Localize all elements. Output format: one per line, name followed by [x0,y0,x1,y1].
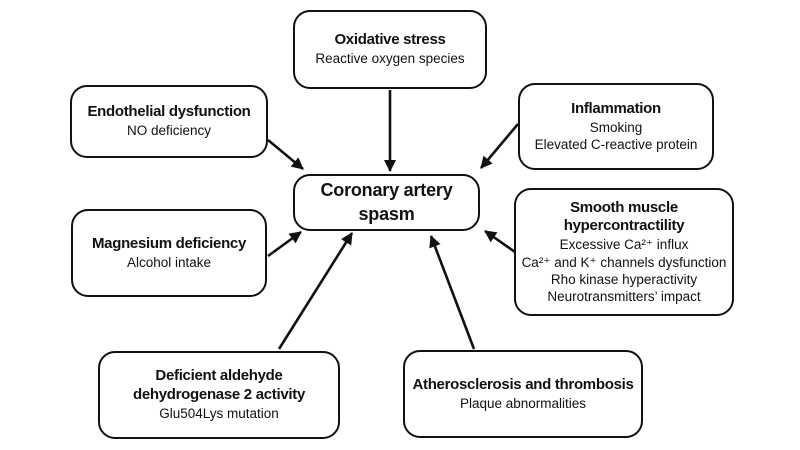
node-subtitle: Plaque abnormalities [459,395,587,411]
node-deficient-aldehyde-dehydrogenase-2-activity [98,351,340,439]
node-title: Coronary artery [320,180,453,201]
node-title: Smooth muscle [570,198,678,216]
node-subtitle: Smoking [589,119,643,135]
node-subtitle: Alcohol intake [126,254,212,270]
node-title: spasm [358,203,415,224]
arrow-inflammation-to-coronary-artery-spasm [481,124,518,168]
node-subtitle: Rho kinase hyperactivity [550,271,698,287]
node-subtitle: Elevated C-reactive protein [534,136,698,152]
node-subtitle: NO deficiency [126,123,212,139]
node-subtitle: Excessive Ca²⁺ influx [559,237,689,253]
node-title: Inflammation [571,99,661,117]
node-title: dehydrogenase 2 activity [132,386,306,404]
node-smooth-muscle-hypercontractility [514,188,734,316]
node-title: Magnesium deficiency [91,234,247,252]
node-inflammation [518,83,714,170]
node-title: Oxidative stress [334,31,446,49]
node-oxidative-stress [293,10,487,89]
node-atherosclerosis-and-thrombosis [403,350,643,438]
node-title: Deficient aldehyde [155,367,283,385]
arrow-deficient-aldehyde-dehydrogenase-2-activity-to-coronary-artery-spasm [279,233,352,349]
node-subtitle: Glu504Lys mutation [159,406,279,422]
arrow-smooth-muscle-hypercontractility-to-coronary-artery-spasm [485,231,515,252]
arrow-endothelial-dysfunction-to-coronary-artery-spasm [268,140,303,169]
node-subtitle: Reactive oxygen species [315,51,465,67]
node-coronary-artery-spasm [293,174,480,231]
arrow-magnesium-deficiency-to-coronary-artery-spasm [268,232,301,256]
node-subtitle: Neurotransmitters’ impact [547,289,701,305]
node-title: Atherosclerosis and thrombosis [412,375,634,393]
arrow-atherosclerosis-and-thrombosis-to-coronary-artery-spasm [431,236,474,349]
node-title: hypercontractility [563,217,685,235]
node-subtitle: Ca²⁺ and K⁺ channels dysfunction [521,254,727,270]
node-title: Endothelial dysfunction [87,103,251,121]
node-magnesium-deficiency [71,209,267,297]
node-endothelial-dysfunction [70,85,268,158]
